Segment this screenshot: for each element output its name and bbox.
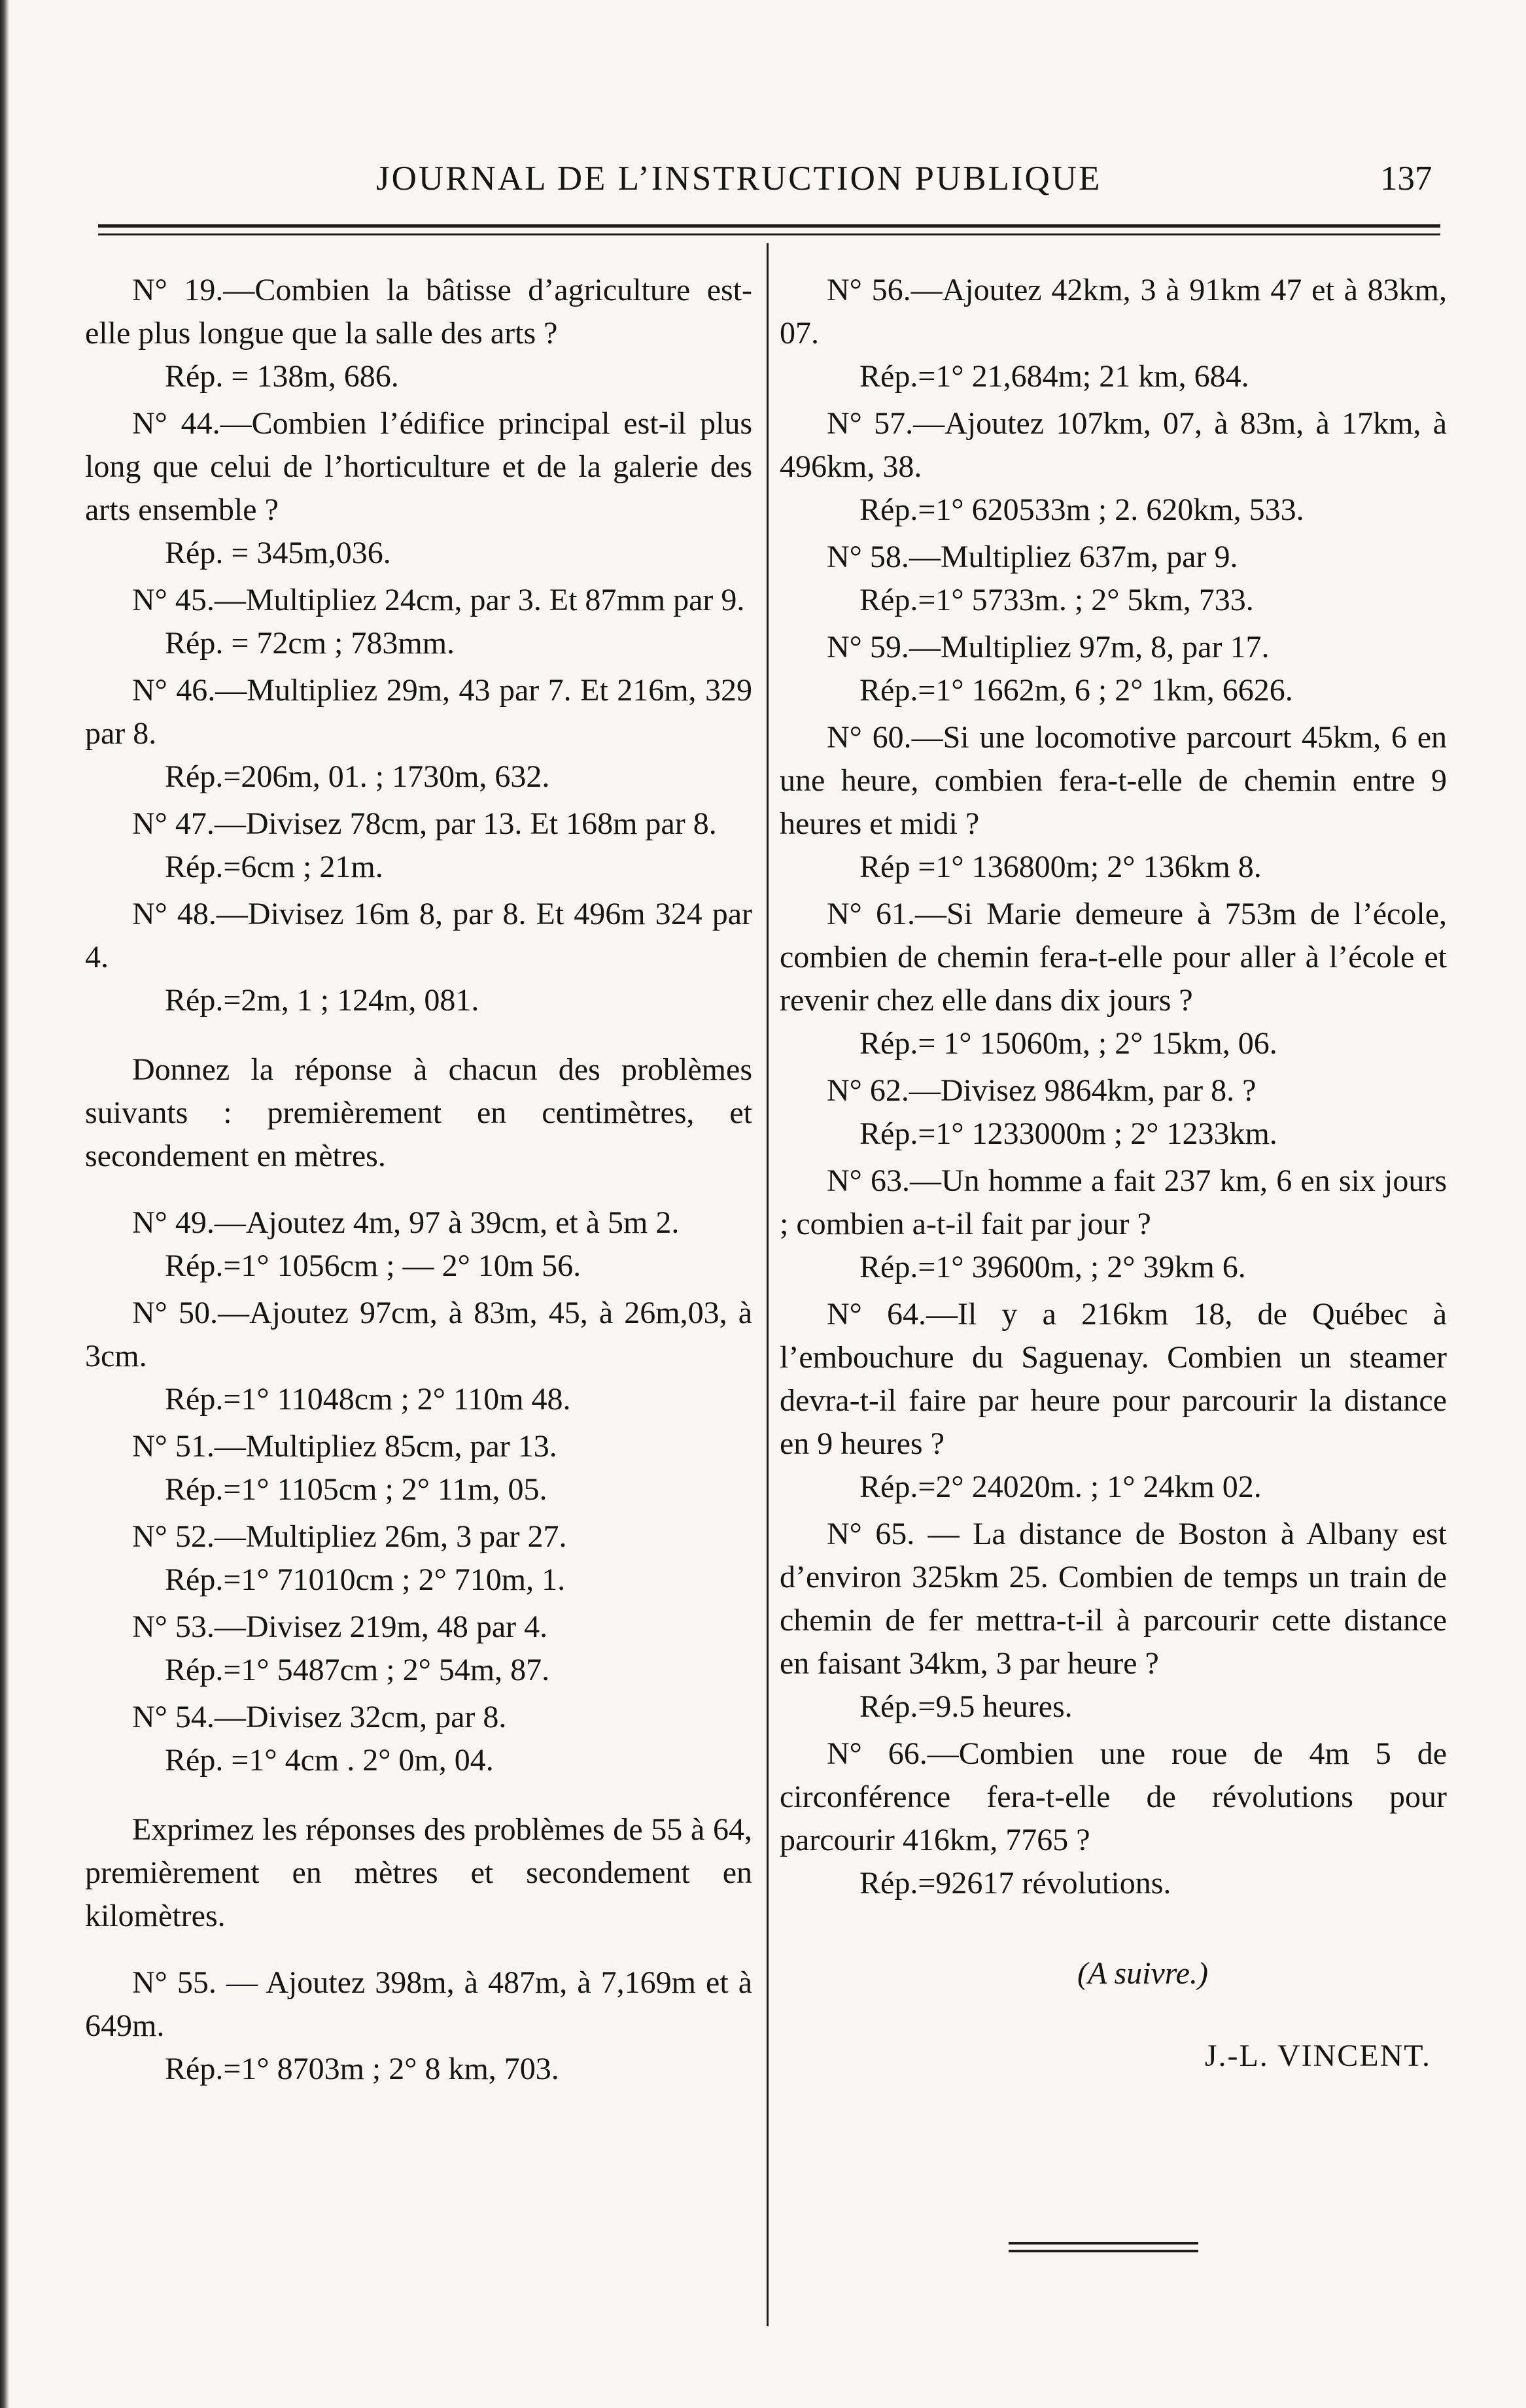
problem-55: N° 55. — Ajoutez 398m, à 487m, à 7,169m et à 649m. <box>85 1965 752 2043</box>
author-signature: J.-L. VINCENT. <box>1204 2038 1431 2073</box>
answer-57: Rép.=1° 620533m ; 2. 620km, 533. <box>859 492 1304 527</box>
answer-50: Rép.=1° 11048cm ; 2° 110m 48. <box>165 1382 571 1417</box>
problem-58: N° 58.—Multipliez 637m, par 9. <box>827 540 1238 574</box>
problem-49: N° 49.—Ajoutez 4m, 97 à 39cm, et à 5m 2. <box>132 1205 680 1240</box>
problem-47: N° 47.—Divisez 78cm, par 13. Et 168m par 8. <box>132 806 717 841</box>
problem-63: N° 63.—Un homme a fait 237 km, 6 en six jours ; combien a-t-il fait par jour ? <box>780 1163 1447 1241</box>
end-rule-bottom <box>1009 2250 1198 2252</box>
answer-54: Rép. =1° 4cm . 2° 0m, 04. <box>165 1743 494 1778</box>
answer-52: Rép.=1° 71010cm ; 2° 710m, 1. <box>165 1562 566 1597</box>
answer-60: Rép =1° 136800m; 2° 136km 8. <box>859 850 1262 884</box>
answer-59: Rép.=1° 1662m, 6 ; 2° 1km, 6626. <box>859 673 1293 708</box>
instructions-m-km: Exprimez les réponses des problèmes de 55 à 64, premièrement en mètres et secondement en kilomètres. <box>85 1812 752 1933</box>
right-column <box>780 265 1447 2078</box>
problem-46: N° 46.—Multipliez 29m, 43 par 7. Et 216m, 329 par 8. <box>85 673 752 751</box>
answer-55: Rép.=1° 8703m ; 2° 8 km, 703. <box>165 2052 559 2086</box>
left-column <box>85 265 752 2091</box>
answer-64: Rép.=2° 24020m. ; 1° 24km 02. <box>859 1470 1262 1504</box>
answer-46: Rép.=206m, 01. ; 1730m, 632. <box>165 759 550 794</box>
problem-56: N° 56.—Ajoutez 42km, 3 à 91km 47 et à 83km, 07. <box>780 273 1447 351</box>
running-title: JOURNAL DE L’INSTRUCTION PUBLIQUE <box>376 160 1102 198</box>
answer-63: Rép.=1° 39600m, ; 2° 39km 6. <box>859 1250 1246 1284</box>
problem-61: N° 61.—Si Marie demeure à 753m de l’école, combien de chemin fera-t-elle pour aller à l’école et revenir chez elle dans dix jours ? <box>780 897 1447 1018</box>
problem-64: N° 64.—Il y a 216km 18, de Québec à l’embouchure du Saguenay. Combien un steamer devra-t-il faire par heure pour parcourir la distance en 9 heures ? <box>780 1297 1447 1461</box>
header-rule-thick <box>98 224 1440 228</box>
problem-19: N° 19.—Combien la bâtisse d’agriculture est-elle plus longue que la salle des arts ? <box>85 273 752 351</box>
answer-58: Rép.=1° 5733m. ; 2° 5km, 733. <box>859 583 1254 617</box>
column-divider <box>767 243 769 2326</box>
answer-49: Rép.=1° 1056cm ; — 2° 10m 56. <box>165 1248 581 1283</box>
answer-56: Rép.=1° 21,684m; 21 km, 684. <box>859 359 1249 394</box>
answer-66: Rép.=92617 révolutions. <box>859 1866 1171 1901</box>
problem-45: N° 45.—Multipliez 24cm, par 3. Et 87mm par 9. <box>132 583 745 617</box>
instructions-cm-m: Donnez la réponse à chacun des problèmes suivants : premièrement en centimètres, et secondement en mètres. <box>85 1052 752 1173</box>
page-header <box>0 147 1526 213</box>
problem-66: N° 66.—Combien une roue de 4m 5 de circonférence fera-t-elle de révolutions pour parcourir 416km, 7765 ? <box>780 1736 1447 1857</box>
problem-59: N° 59.—Multipliez 97m, 8, par 17. <box>827 630 1270 664</box>
problem-54: N° 54.—Divisez 32cm, par 8. <box>132 1700 507 1734</box>
page-number: 137 <box>1380 160 1432 198</box>
answer-62: Rép.=1° 1233000m ; 2° 1233km. <box>859 1116 1277 1151</box>
problem-60: N° 60.—Si une locomotive parcourt 45km, 6 en une heure, combien fera-t-elle de chemin entre 9 heures et midi ? <box>780 720 1447 841</box>
answer-61: Rép.= 1° 15060m, ; 2° 15km, 06. <box>859 1026 1277 1061</box>
problem-51: N° 51.—Multipliez 85cm, par 13. <box>132 1429 557 1464</box>
answer-48: Rép.=2m, 1 ; 124m, 081. <box>165 983 479 1018</box>
problem-52: N° 52.—Multipliez 26m, 3 par 27. <box>132 1519 567 1554</box>
problem-57: N° 57.—Ajoutez 107km, 07, à 83m, à 17km, à 496km, 38. <box>780 406 1447 484</box>
page-edge-shadow <box>0 0 9 2408</box>
problem-50: N° 50.—Ajoutez 97cm, à 83m, 45, à 26m,03, à 3cm. <box>85 1296 752 1373</box>
to-be-continued: (A suivre.) <box>1077 1956 1208 1991</box>
answer-19: Rép. = 138m, 686. <box>165 359 399 394</box>
header-rule-thin <box>98 233 1440 235</box>
problem-62: N° 62.—Divisez 9864km, par 8. ? <box>827 1073 1257 1108</box>
answer-51: Rép.=1° 1105cm ; 2° 11m, 05. <box>165 1472 547 1507</box>
answer-45: Rép. = 72cm ; 783mm. <box>165 626 455 661</box>
answer-53: Rép.=1° 5487cm ; 2° 54m, 87. <box>165 1653 550 1687</box>
problem-65: N° 65. — La distance de Boston à Albany est d’environ 325km 25. Combien de temps un train de chemin de fer mettra-t-il à parcourir cette distance en faisant 34km, 3 par heure ? <box>780 1517 1447 1681</box>
problem-44: N° 44.—Combien l’édifice principal est-il plus long que celui de l’horticulture et de la galerie des arts ensemble ? <box>85 406 752 527</box>
answer-47: Rép.=6cm ; 21m. <box>165 850 383 884</box>
problem-53: N° 53.—Divisez 219m, 48 par 4. <box>132 1609 548 1644</box>
end-rule-top <box>1009 2242 1198 2245</box>
answer-65: Rép.=9.5 heures. <box>859 1689 1073 1724</box>
problem-48: N° 48.—Divisez 16m 8, par 8. Et 496m 324 par 4. <box>85 897 752 974</box>
answer-44: Rép. = 345m,036. <box>165 536 391 570</box>
